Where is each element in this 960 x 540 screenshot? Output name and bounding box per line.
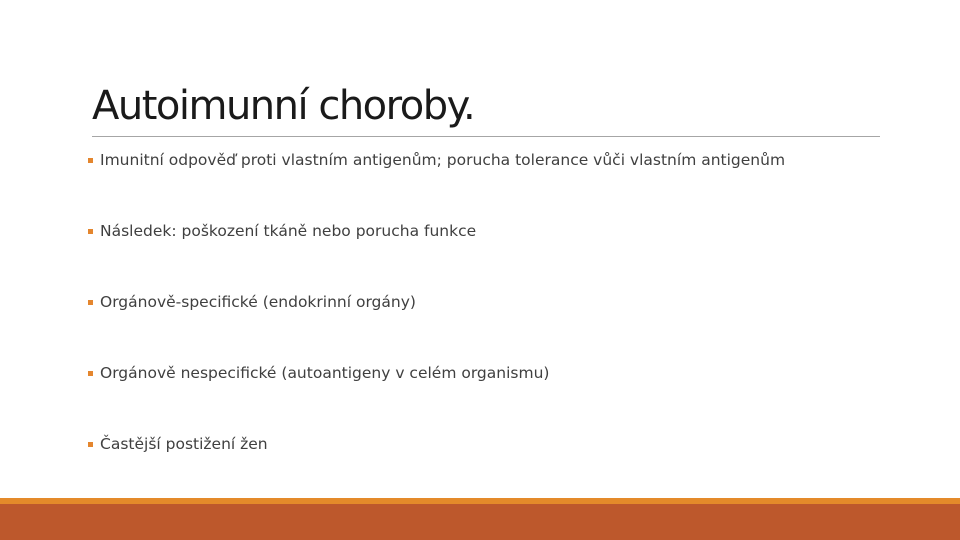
bullet-text: Orgánově nespecifické (autoantigeny v celém organismu) [100,364,550,382]
square-bullet-icon [88,158,93,163]
bullet-text: Imunitní odpověď proti vlastním antigenům; porucha tolerance vůči vlastním antigenům [100,151,786,169]
bullet-item [88,363,549,383]
bullet-text: Následek: poškození tkáně nebo porucha funkce [100,222,477,240]
square-bullet-icon [88,442,93,447]
bullet-item [88,150,785,170]
square-bullet-icon [88,229,93,234]
bullet-item [88,221,476,241]
bullet-text: Častější postižení žen [100,435,268,453]
bullet-item [88,434,268,454]
square-bullet-icon [88,300,93,305]
slide-title: Autoimunní choroby. [92,83,475,129]
square-bullet-icon [88,371,93,376]
footer-bar [0,504,960,540]
bullet-item [88,292,416,312]
bullet-text: Orgánově-specifické (endokrinní orgány) [100,293,416,311]
title-divider [92,136,880,137]
